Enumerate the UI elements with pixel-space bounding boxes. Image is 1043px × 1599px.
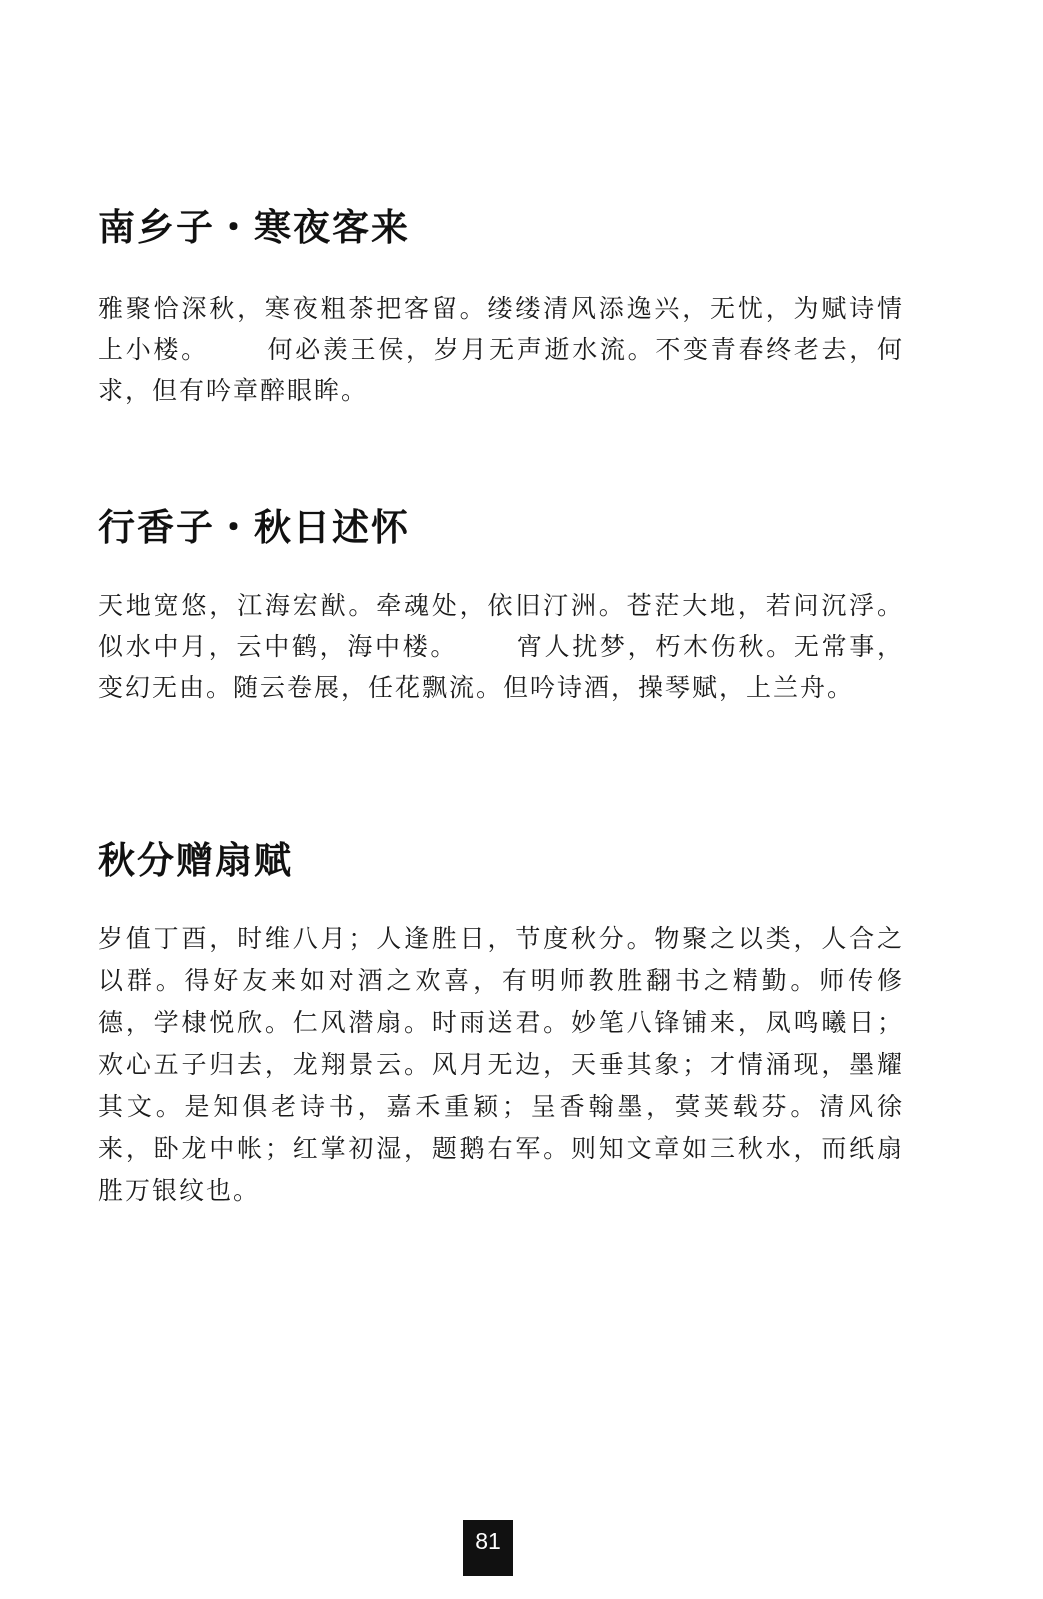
stanza-second: 宵人扰梦，朽木伤秋。无常事，变幻无由。随云卷展，任花飘流。但吟诗酒，操琴赋，上兰舟。 <box>98 632 904 702</box>
poem-body-nanxiangzi <box>98 288 904 411</box>
page-number: 81 <box>463 1520 513 1576</box>
stanza-first: 雅聚恰深秋，寒夜粗茶把客留。缕缕清风添逸兴，无忧，为赋诗情上小楼。 <box>98 294 904 364</box>
poem-title-nanxiangzi: 南乡子・寒夜客来 <box>98 206 410 249</box>
stanza-first: 天地宽悠，江海宏猷。牵魂处，依旧汀洲。苍茫大地，若问沉浮。似水中月，云中鹤，海中楼。 <box>98 591 904 661</box>
fu-body-qiufen: 岁值丁酉，时维八月；人逢胜日，节度秋分。物聚之以类，人合之以群。得好友来如对酒之欢喜，有明师教胜翻书之精勤。师传修德，学棣悦欣。仁风潜扇。时雨送君。妙笔八锋铺来，凤鸣曦日；欢心五子归去，龙翔景云。风月无边，天垂其象；才情涌现，墨耀其文。是知俱老诗书，嘉禾重颖；呈香翰墨，蓂荚载芬。清风徐来，卧龙中帐；红掌初湿，题鹅右军。则知文章如三秋水，而纸扇胜万银纹也。 <box>98 924 904 1205</box>
poem-title-xingxiangzi: 行香子・秋日述怀 <box>98 506 410 549</box>
poem-body-xingxiangzi <box>98 585 904 708</box>
stanza-second: 何必羡王侯，岁月无声逝水流。不变青春终老去，何求，但有吟章醉眼眸。 <box>98 335 904 405</box>
fu-title-qiufen: 秋分赠扇赋 <box>98 839 293 882</box>
